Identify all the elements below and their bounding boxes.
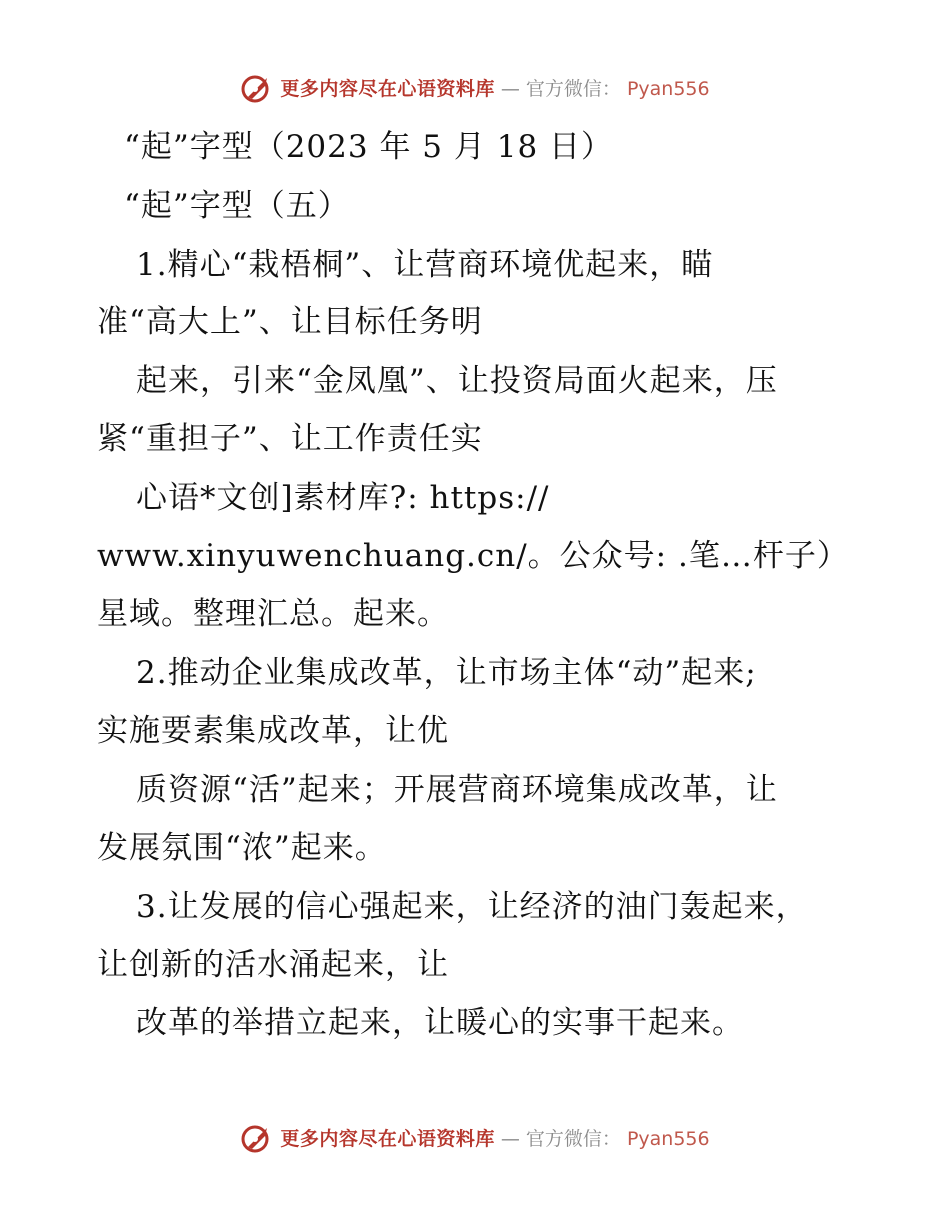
paragraph-line: 1.精心“栽梧桐”、让营商环境优起来，瞄	[136, 247, 714, 283]
paragraph-line: 让创新的活水涌起来，让	[97, 947, 449, 983]
paragraph-line: 紧“重担子”、让工作责任实	[97, 421, 483, 457]
paragraph-line: 实施要素集成改革，让优	[97, 713, 449, 749]
footer-watermark	[0, 1124, 950, 1154]
watermark-sub-text: 官方微信：	[525, 1128, 621, 1150]
watermark-wechat-id: Pyan556	[626, 78, 710, 100]
pen-logo-icon	[240, 1124, 274, 1154]
paragraph-line: 起来，引来“金凤凰”、让投资局面火起来，压	[136, 363, 778, 399]
paragraph-line: 2.推动企业集成改革，让市场主体“动”起来;	[136, 655, 757, 691]
watermark-dash: —	[500, 78, 520, 100]
watermark-sub-text: 官方微信：	[525, 78, 621, 100]
watermark-main-text: 更多内容尽在心语资料库	[280, 78, 495, 100]
watermark-wechat-id: Pyan556	[626, 1128, 710, 1150]
paragraph-line: 3.让发展的信心强起来，让经济的油门轰起来，	[136, 889, 808, 925]
doc-title-date: “起”字型（2023 年 5 月 18 日）	[124, 129, 614, 165]
doc-subtitle: “起”字型（五）	[124, 188, 350, 224]
watermark-dash: —	[500, 1128, 520, 1150]
watermark-main-text: 更多内容尽在心语资料库	[280, 1128, 495, 1150]
paragraph-line: www.xinyuwenchuang.cn/。公众号: .笔…杆子）	[97, 538, 849, 574]
paragraph-line: 质资源“活”起来；开展营商环境集成改革，让	[136, 772, 778, 808]
paragraph-line: 星域。整理汇总。起来。	[97, 596, 449, 632]
paragraph-line: 准“高大上”、让目标任务明	[97, 304, 483, 340]
header-watermark	[0, 74, 950, 104]
paragraph-line: 心语*文创]素材库?: https://	[136, 480, 550, 516]
pen-logo-icon	[240, 74, 274, 104]
paragraph-line: 改革的举措立起来，让暖心的实事干起来。	[136, 1005, 744, 1041]
paragraph-line: 发展氛围“浓”起来。	[97, 830, 387, 866]
